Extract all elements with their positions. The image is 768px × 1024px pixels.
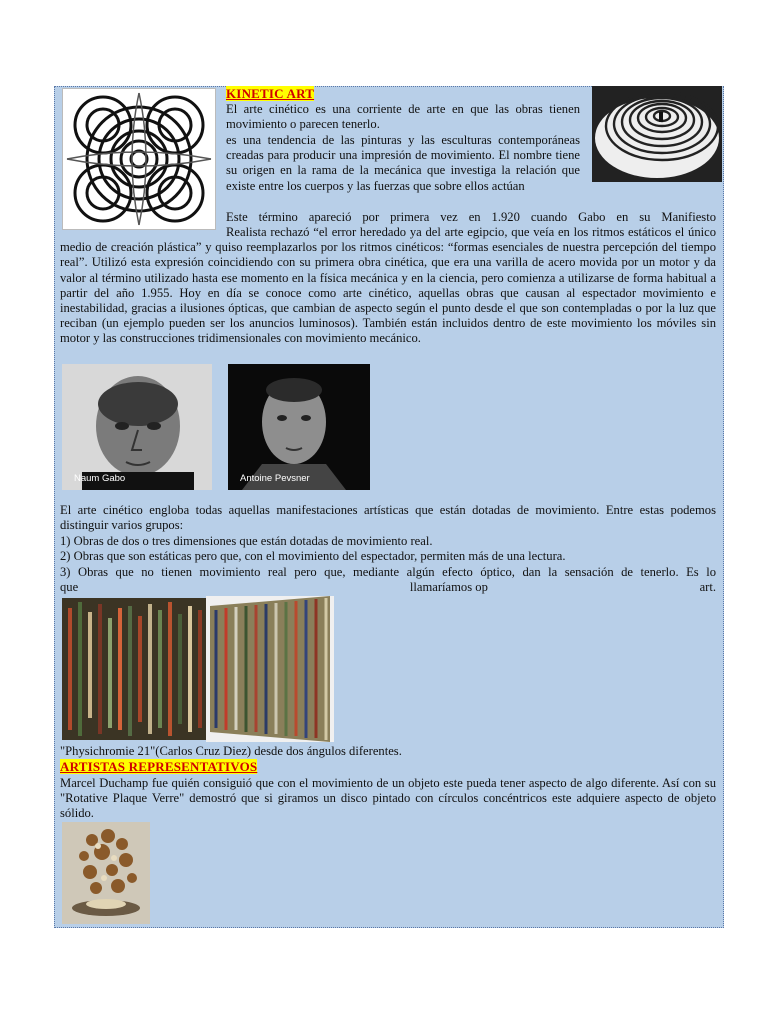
portrait-caption-antoine-pevsner: Antoine Pevsner (240, 473, 310, 484)
duchamp-paragraph: Marcel Duchamp fue quién consiguió que con el movimiento de un objeto este pueda tener aspecto de algo diferente. Así con su "Rotative Plaque Verre" demostró que si giramos un disco pintado con círculos concéntricos este adquiere aspecto de objeto sólido. (60, 776, 716, 821)
portrait-naum-gabo (62, 364, 212, 490)
group-item-3-tail (60, 580, 716, 595)
physichromie-left-view (62, 598, 206, 740)
portrait-caption-naum-gabo: Naum Gabo (74, 473, 126, 484)
tail-word-que: que (60, 580, 79, 594)
spiral-disc-photo (592, 86, 722, 182)
artists-heading: ARTISTAS REPRESENTATIVOS (60, 759, 258, 774)
portrait-antoine-pevsner (228, 364, 370, 490)
tail-word-llamariamos: llamaríamos op (409, 580, 488, 594)
groups-intro: El arte cinético engloba todas aquellas manifestaciones artísticas que están dotadas de movimiento. Entre estas podemos distinguir varios grupos: (60, 503, 716, 533)
tail-word-art: art. (699, 580, 716, 594)
kinetic-art-heading: KINETIC ART (226, 86, 315, 101)
physichromie-caption: "Physichromie 21"(Carlos Cruz Diez) desde dos ángulos diferentes. (60, 744, 402, 758)
intro-paragraph-1: El arte cinético es una corriente de arte en que las obras tienen movimiento o parecen tenerlo. (226, 102, 580, 132)
group-item-1: 1) Obras de dos o tres dimensiones que están dotadas de movimiento real. (60, 534, 433, 548)
physichromie-right-view (206, 596, 334, 742)
history-paragraph: Realista rechazó “el error heredado ya del arte egipcio, que veía en los ritmos estáticos el único medio de creación plástica” y quiso reemplazarlos por los ritmos cinéticos: “formas esenciales de nuestra percepción del tiempo real”. Utilizó esta expresión coincidiendo con su primera obra cinética, que era una varilla de acero movida por un motor y da valor al término utilizado hasta ese momento en la física mecánica y en la ciencia, pero comienza a utilizarse de forma habitual a partir del año 1.955. Hoy en día se conoce como arte cinético, aquellas obras que causan al espectador movimiento e inestabilidad, gracias a ilusiones ópticas, que cambian de aspecto según el punto desde el que son contempladas o por la luz que reciban (un ejemplo pueden ser los anuncios luminosos). También están incluidos dentro de este movimiento los móviles sin motor y las construcciones tridimensionales con movimiento mecánico. (60, 225, 716, 346)
op-art-pattern-image (62, 88, 216, 230)
group-item-3: 3) Obras que no tienen movimiento real pero que, mediante algún efecto óptico, dan la sensación de tenerlo. Es lo (60, 565, 716, 579)
group-item-2: 2) Obras que son estáticas pero que, con el movimiento del espectador, permiten más de una lectura. (60, 549, 566, 563)
surreal-artwork-image (62, 822, 150, 924)
history-first-line: Este término apareció por primera vez en 1.920 cuando Gabo en su Manifiesto (226, 210, 716, 224)
intro-paragraph-2: es una tendencia de las pinturas y las esculturas contemporáneas creadas para producir una impresión de movimiento. El nombre tiene su origen en la rama de la mecánica que investiga la relación que existe entre los cuerpos y las fuerzas que sobre ellos actúan (226, 133, 580, 193)
